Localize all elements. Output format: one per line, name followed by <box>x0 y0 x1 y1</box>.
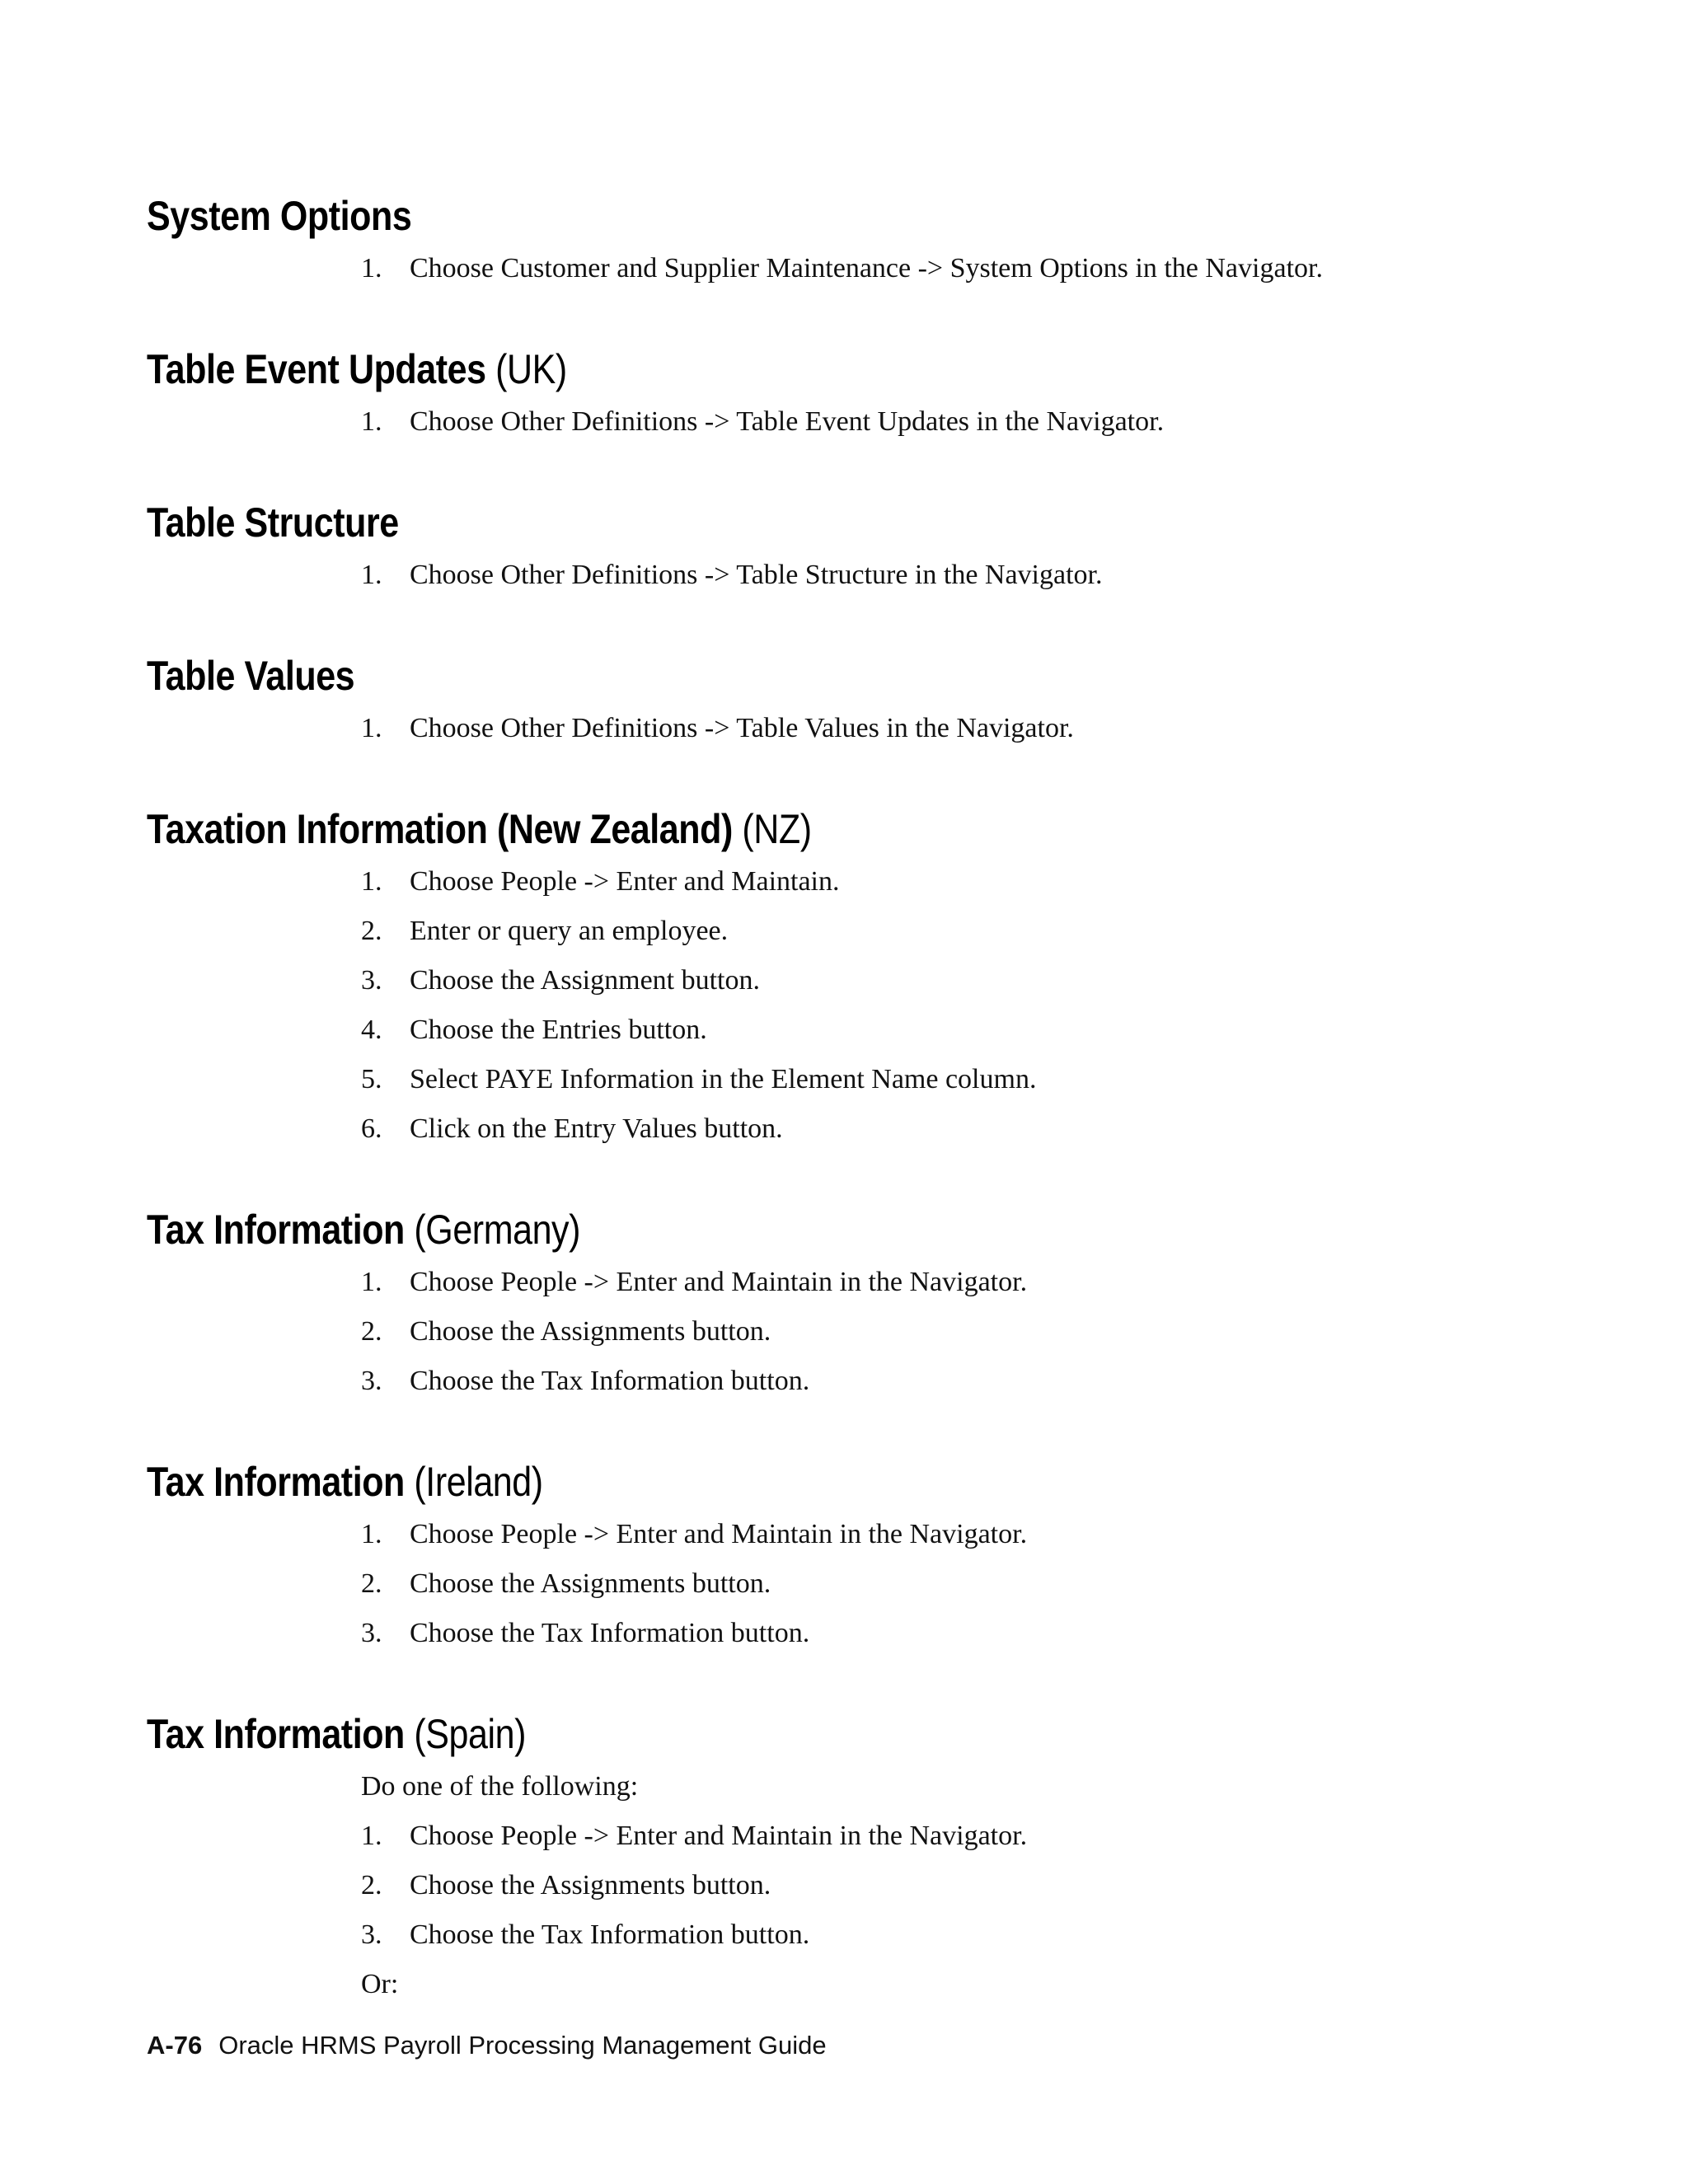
step-item <box>361 956 1548 1005</box>
step-text: Choose People -> Enter and Maintain in the Navigator. <box>410 1821 1028 1851</box>
heading-qualifier: (Spain) <box>414 1711 527 1757</box>
step-text: Select PAYE Information in the Element Name column. <box>410 1064 1037 1094</box>
heading-qualifier: (Ireland) <box>414 1459 543 1505</box>
section-tax-information-ireland <box>147 1457 1548 1658</box>
step-item <box>361 907 1548 956</box>
step-item <box>361 244 1548 293</box>
step-item <box>361 397 1548 447</box>
step-text: Choose the Assignment button. <box>410 965 760 996</box>
step-text: Choose Other Definitions -> Table Event Updates in the Navigator. <box>410 406 1165 437</box>
step-text: Choose People -> Enter and Maintain. <box>410 866 840 897</box>
heading-title: Tax Information <box>147 1459 405 1505</box>
intro-paragraph: Do one of the following: <box>361 1771 639 1802</box>
step-number: 1. <box>361 1267 382 1297</box>
heading-title: Taxation Information (New Zealand) <box>147 806 733 852</box>
section-taxation-information-nz <box>147 804 1548 1154</box>
step-text: Enter or query an employee. <box>410 916 729 946</box>
step-item <box>361 1005 1548 1055</box>
step-number: 1. <box>361 866 382 897</box>
step-text: Choose the Assignments button. <box>410 1316 771 1347</box>
heading-qualifier: (UK) <box>495 346 567 392</box>
step-number: 6. <box>361 1113 382 1144</box>
step-text: Choose the Tax Information button. <box>410 1366 810 1396</box>
step-text: Choose the Entries button. <box>410 1015 707 1045</box>
step-number: 3. <box>361 1366 382 1396</box>
step-text: Click on the Entry Values button. <box>410 1113 783 1144</box>
heading-qualifier: (Germany) <box>414 1207 581 1253</box>
page-number: A-76 <box>147 2031 203 2060</box>
step-item <box>361 1609 1548 1658</box>
step-number: 1. <box>361 1519 382 1549</box>
book-title: Oracle HRMS Payroll Processing Management Guide <box>218 2031 827 2060</box>
step-item <box>361 1861 1548 1910</box>
step-list <box>361 857 1548 1154</box>
outro-paragraph: Or: <box>361 1969 399 1999</box>
section-heading <box>147 651 1352 701</box>
heading-title: Table Event Updates <box>147 346 486 392</box>
step-text: Choose the Tax Information button. <box>410 1618 810 1648</box>
heading-qualifier: (NZ) <box>742 806 812 852</box>
section-table-structure <box>147 498 1548 600</box>
step-number: 2. <box>361 1870 382 1900</box>
step-item <box>361 1510 1548 1559</box>
section-heading <box>147 1457 1352 1507</box>
step-text: Choose Customer and Supplier Maintenance -> System Options in the Navigator. <box>410 253 1323 284</box>
section-system-options <box>147 191 1548 293</box>
step-item <box>361 857 1548 907</box>
step-text: Choose People -> Enter and Maintain in the Navigator. <box>410 1519 1028 1549</box>
section-heading <box>147 804 1352 854</box>
step-item <box>361 1910 1548 1960</box>
step-number: 3. <box>361 1618 382 1648</box>
section-tax-information-germany <box>147 1205 1548 1406</box>
step-list <box>361 551 1548 600</box>
step-list <box>361 1510 1548 1658</box>
step-number: 3. <box>361 1919 382 1950</box>
heading-title: Tax Information <box>147 1207 405 1253</box>
step-item <box>361 1811 1548 1861</box>
step-list <box>361 704 1548 753</box>
step-number: 1. <box>361 1821 382 1851</box>
section-heading <box>147 498 1352 547</box>
step-list <box>361 244 1548 293</box>
section-heading <box>147 1709 1352 1759</box>
step-number: 1. <box>361 406 382 437</box>
section-heading <box>147 1205 1352 1254</box>
step-list <box>361 1811 1548 1960</box>
step-item <box>361 1055 1548 1104</box>
step-item <box>361 1357 1548 1406</box>
page-footer <box>147 2029 827 2062</box>
step-list <box>361 397 1548 447</box>
step-number: 2. <box>361 1316 382 1347</box>
section-table-event-updates <box>147 344 1548 447</box>
step-number: 1. <box>361 713 382 743</box>
step-text: Choose Other Definitions -> Table Structure in the Navigator. <box>410 560 1103 590</box>
step-number: 3. <box>361 965 382 996</box>
step-item <box>361 1559 1548 1609</box>
step-text: Choose the Assignments button. <box>410 1568 771 1599</box>
step-item <box>361 551 1548 600</box>
section-heading <box>147 344 1352 394</box>
content-area <box>147 191 1548 2060</box>
step-item <box>361 1307 1548 1357</box>
step-text: Choose the Assignments button. <box>410 1870 771 1900</box>
section-table-values <box>147 651 1548 753</box>
heading-title: Tax Information <box>147 1711 405 1757</box>
step-item <box>361 1258 1548 1307</box>
step-number: 1. <box>361 560 382 590</box>
step-number: 1. <box>361 253 382 284</box>
step-number: 2. <box>361 1568 382 1599</box>
heading-title: Table Structure <box>147 499 399 546</box>
heading-title: System Options <box>147 193 412 239</box>
step-text: Choose the Tax Information button. <box>410 1919 810 1950</box>
step-text: Choose Other Definitions -> Table Values in the Navigator. <box>410 713 1074 743</box>
step-number: 5. <box>361 1064 382 1094</box>
step-text: Choose People -> Enter and Maintain in the Navigator. <box>410 1267 1028 1297</box>
section-heading <box>147 191 1352 241</box>
step-number: 4. <box>361 1015 382 1045</box>
step-item <box>361 1104 1548 1154</box>
section-tax-information-spain <box>147 1709 1548 2009</box>
step-number: 2. <box>361 916 382 946</box>
step-item <box>361 704 1548 753</box>
step-list <box>361 1258 1548 1406</box>
heading-title: Table Values <box>147 653 355 699</box>
